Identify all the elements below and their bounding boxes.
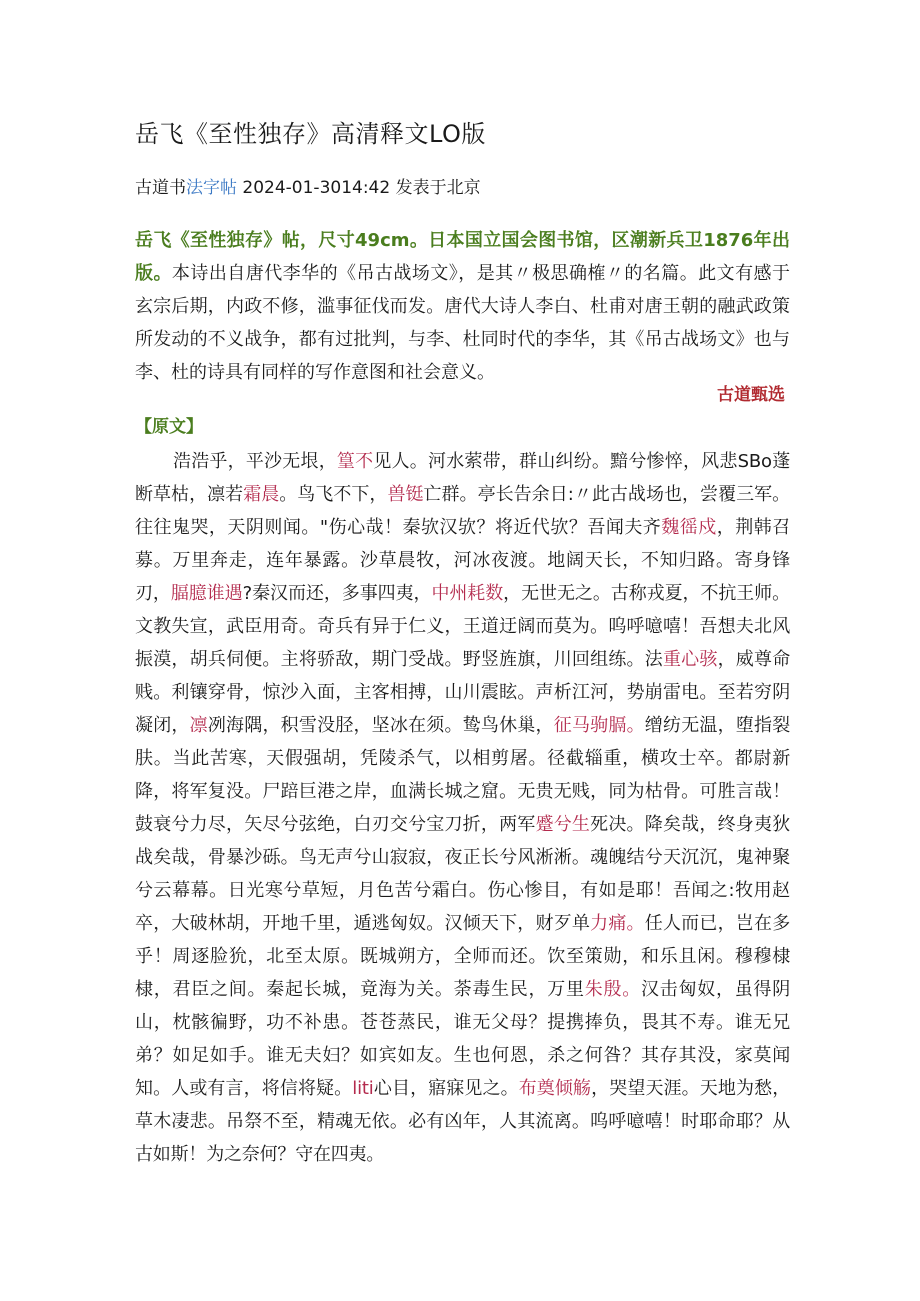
intro-bold-text: 岳飞《至性独存》帖，尺寸49cm。日本国立国会图书馆，区潮新兵卫1876年出版。 xyxy=(135,230,790,284)
signature: 古道甄选 xyxy=(717,385,785,405)
text-segment: ?秦汉而还，多事四夷， xyxy=(242,583,432,604)
highlight-segment: 腷臆谁遇 xyxy=(170,583,243,604)
highlight-segment: 凛 xyxy=(189,715,208,736)
highlight-segment: 篁不 xyxy=(336,451,374,472)
text-segment: 亡群。亭长告余日:〃此古战场也，尝覆三军。往往鬼哭，天阴则闻。"伤心哉！秦欤汉欤？将近代欤？吾闻夫齐 xyxy=(135,484,790,538)
text-segment: 汉击匈奴，虽得阴山，枕骸徧野，功不补患。苍苍蒸民，谁无父母？提携捧负，畏其不寿。谁无兄弟？如足如手。谁无夫妇？如宾如友。生也何恩，杀之何咎？其存其没，家莫闻知。人或有言，将信将疑。 xyxy=(135,979,791,1099)
text-segment: ，哭望天涯。天地为愁，草木凄悲。吊祭不至，精魂无依。必有凶年，人其流离。呜呼噫嘻！时耶命耶？从古如斯！为之奈何？守在四夷。 xyxy=(135,1078,790,1165)
intro-paragraph xyxy=(135,224,790,389)
text-segment: 浩浩乎，平沙无垠， xyxy=(173,451,337,472)
text-segment: 死决。降矣哉，终身夷狄战矣哉，骨暴沙砾。鸟无声兮山寂寂，夜正长兮风淅淅。魂魄结兮天沉沉，鬼神聚兮云幕幕。日光寒兮草短，月色苦兮霜白。伤心惨目，有如是耶！吾闻之:牧用赵卒，大破林胡，开地千里，遁逃匈奴。汉倾天下，财歹单 xyxy=(135,814,790,934)
highlight-segment: 布奠倾觞 xyxy=(518,1078,592,1099)
section-label-original: 【原文】 xyxy=(135,417,203,437)
highlight-segment: 魏徭戍 xyxy=(661,517,717,538)
text-segment: ，威尊命贱。利镶穿骨，惊沙入面，主客相搏，山川震眩。声析江河，势崩雷电。至若穷阴凝闭， xyxy=(135,649,790,736)
text-segment: 。鸟飞不下， xyxy=(279,484,388,505)
meta-date-location: 2024-01-3014:42 发表于北京 xyxy=(237,178,481,198)
text-segment: ，无世无之。古称戎夏，不抗王师。文教失宣，武臣用奇。奇兵有异于仁义，王道迂阔而莫为。呜呼噫嘻！吾想夫北风振漠，胡兵伺便。主将骄敌，期门受战。野竖旌旗，川回组练。法 xyxy=(135,583,790,670)
highlight-segment: 重心骇 xyxy=(662,649,718,670)
highlight-segment: liti xyxy=(352,1078,374,1099)
highlight-segment: 兽铤 xyxy=(387,484,424,505)
meta-author-prefix: 古道书 xyxy=(135,178,186,198)
original-text-paragraph xyxy=(135,445,790,1171)
highlight-segment: 力痛。 xyxy=(590,913,645,934)
highlight-segment: 征马驹膈。 xyxy=(553,715,645,736)
text-segment: 心目，寤寐见之。 xyxy=(373,1078,519,1099)
page-title: 岳飞《至性独存》高清释文LO版 xyxy=(135,120,486,148)
highlight-segment: 霜晨 xyxy=(243,484,280,505)
author-link[interactable]: 法字帖 xyxy=(186,178,237,198)
text-segment: ，荆韩召募。万里奔走，连年暴露。沙草晨牧，河冰夜渡。地阔天长，不知归路。寄身锋刃， xyxy=(135,517,790,604)
text-segment: 见人。河水萦带，群山纠纷。黯兮惨悴，风悲SBo蓬断草枯，凛若 xyxy=(135,451,790,505)
text-segment: 缯纺无温，堕指裂肤。当此苦寒，天假强胡，凭陵杀气，以相剪屠。径截辎重，横攻士卒。都尉新降，将军复没。尸踣巨港之岸，血满长城之窟。无贵无贱，同为枯骨。可胜言哉！鼓衰兮力尽，矢尽兮弦绝，白刃交兮宝刀折，两军 xyxy=(135,715,791,835)
intro-text: 本诗出自唐代李华的《吊古战场文》，是其〃极思确榷〃的名篇。此文有感于玄宗后期，内政不修，滥事征伐而发。唐代大诗人李白、杜甫对唐王朝的融武政策所发动的不义战争，都有过批判，与李、杜同时代的李华，其《吊古战场文》也与李、杜的诗具有同样的写作意图和社会意义。 xyxy=(135,263,791,383)
article-meta xyxy=(135,175,481,201)
highlight-segment: 中州耗数 xyxy=(431,583,504,604)
text-segment: 冽海隅，积雪没胫，坚冰在须。鸷鸟休巢， xyxy=(207,715,554,736)
highlight-segment: 蹙兮生 xyxy=(535,814,591,835)
highlight-segment: 朱殷。 xyxy=(584,979,642,1000)
text-segment: 任人而已，岂在多乎！周逐脸狁，北至太原。既城朔方，全师而还。饮至策勋，和乐且闲。穆穆棣棣，君臣之间。秦起长城，竟海为关。荼毒生民，万里 xyxy=(135,913,791,1000)
